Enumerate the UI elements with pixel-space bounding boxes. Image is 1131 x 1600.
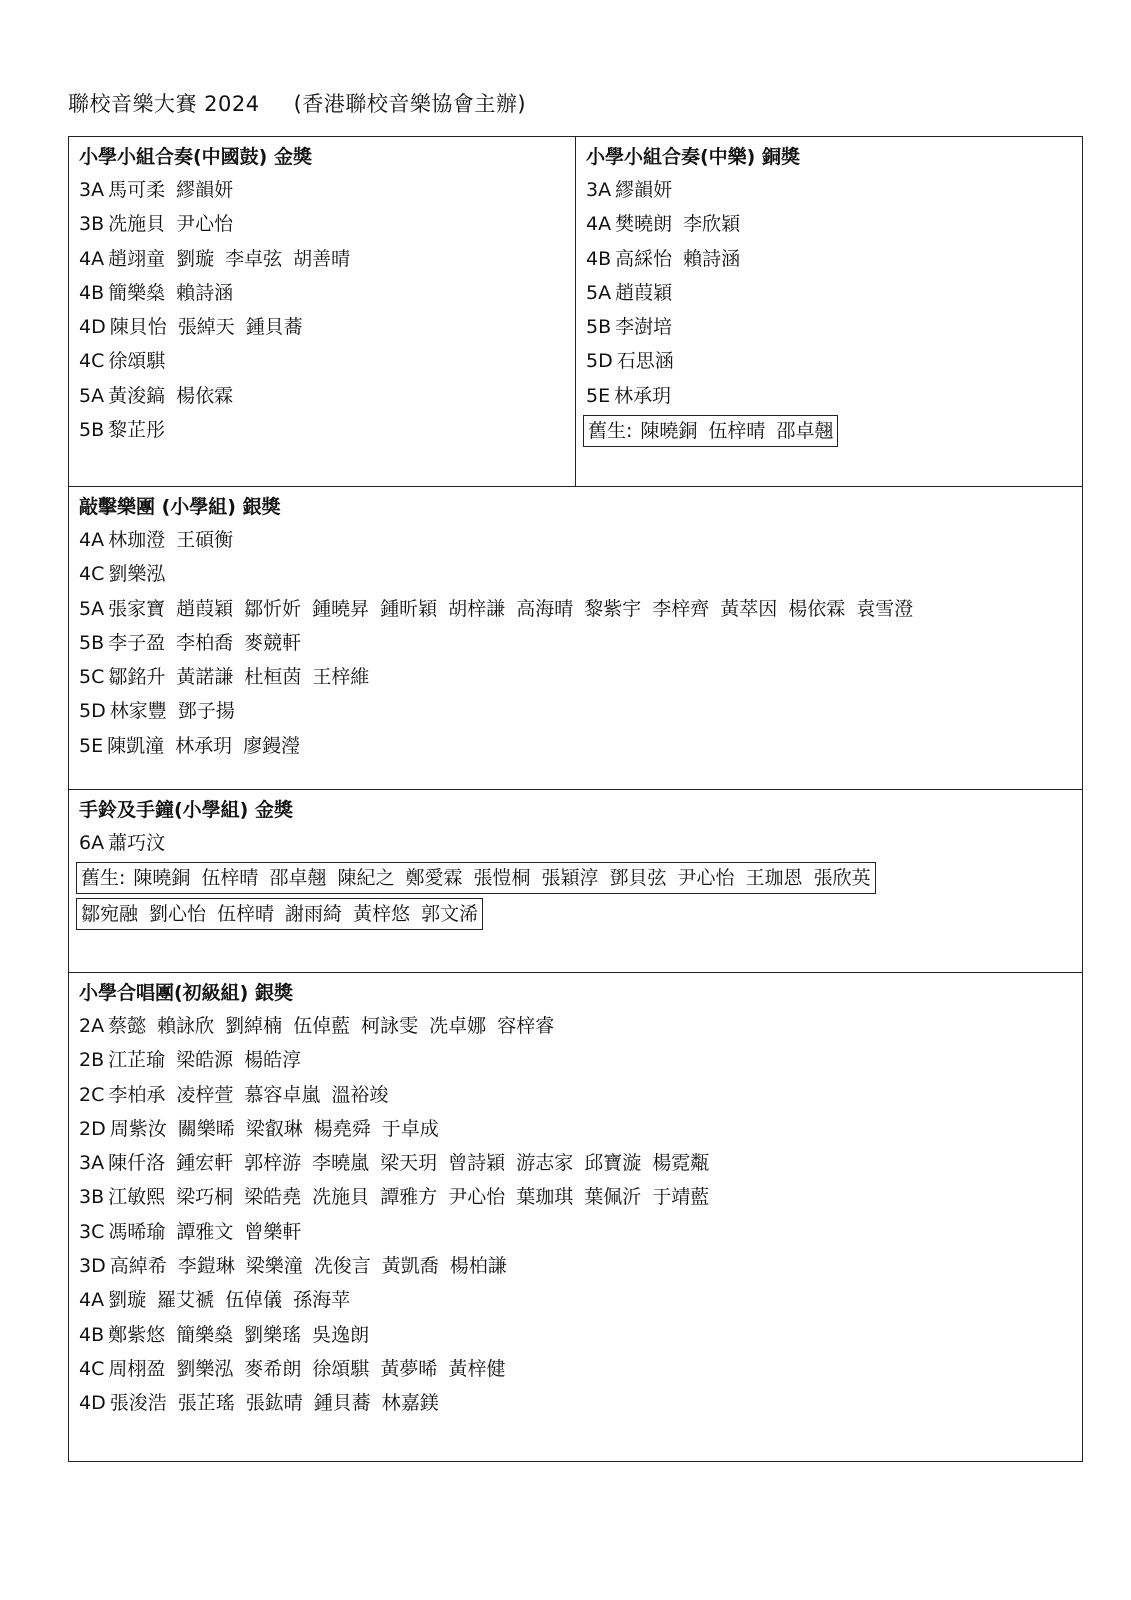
alumni-name: 鄧貝弦 — [609, 867, 667, 890]
student-name: 吳逸朗 — [312, 1323, 370, 1346]
student-name: 李柏喬 — [176, 631, 234, 654]
student-name: 邱寶漩 — [584, 1152, 642, 1175]
class-row — [79, 592, 1072, 626]
student-name: 鍾曉昇 — [312, 597, 370, 620]
class-row — [586, 207, 1072, 241]
student-name: 關樂晞 — [177, 1117, 235, 1140]
student-name: 王碩衡 — [176, 529, 234, 551]
alumni-name: 伍梓晴 — [201, 867, 259, 890]
student-name: 江敏熙 — [108, 1186, 166, 1209]
alumni-name: 陳紀之 — [337, 867, 395, 890]
student-name: 劉樂泓 — [108, 563, 166, 586]
student-name: 伍倬藍 — [293, 1015, 351, 1037]
document-title — [68, 88, 526, 118]
student-name: 鄒銘升 — [108, 666, 166, 689]
award-title: 敲擊樂團 (小學組) 銀獎 — [79, 496, 281, 518]
class-code: 2B — [79, 1049, 105, 1072]
class-row — [79, 557, 1072, 591]
class-code: 5A — [79, 384, 105, 407]
class-code: 6A — [79, 832, 105, 854]
student-name: 梁叡琳 — [245, 1117, 303, 1140]
student-name: 胡梓謙 — [448, 597, 506, 620]
student-name: 譚雅方 — [380, 1186, 438, 1209]
class-row — [79, 1112, 1072, 1146]
student-name: 徐頌騏 — [108, 350, 166, 373]
alumni-name: 邵卓翹 — [269, 867, 327, 890]
student-name: 楊堯舜 — [313, 1117, 371, 1140]
award-title: 小學小組合奏(中國鼓) 金獎 — [79, 146, 312, 168]
student-name: 李澍培 — [615, 316, 673, 339]
class-row — [79, 729, 1072, 763]
student-name: 高海晴 — [516, 597, 574, 620]
student-name: 冼施貝 — [312, 1186, 370, 1209]
student-name: 楊皓淳 — [244, 1049, 302, 1072]
section-cell — [69, 973, 1083, 1462]
class-row — [79, 310, 565, 344]
student-name: 伍倬儀 — [225, 1289, 283, 1312]
class-code: 3A — [586, 179, 612, 201]
alumni-name: 郭文浠 — [421, 903, 479, 926]
student-name: 鄒忻妡 — [244, 597, 302, 620]
student-name: 陳仟洛 — [108, 1152, 166, 1175]
class-code: 3B — [79, 213, 105, 236]
student-name: 張家寶 — [108, 597, 166, 620]
student-name: 賴詩涵 — [683, 247, 741, 270]
student-name: 蔡懿 — [108, 1015, 147, 1037]
student-name: 冼俊言 — [313, 1255, 371, 1278]
class-row — [79, 1318, 1072, 1352]
alumni-name: 鄭愛霖 — [405, 867, 463, 890]
student-name: 于靖藍 — [652, 1186, 710, 1209]
class-code: 2D — [79, 1117, 106, 1140]
student-name: 黎紫宇 — [584, 597, 642, 620]
student-name: 王梓維 — [312, 666, 370, 689]
student-name: 曾樂軒 — [244, 1220, 302, 1243]
award-title: 小學合唱團(初級組) 銀獎 — [79, 982, 293, 1004]
class-row — [79, 523, 1072, 557]
awards-table — [68, 136, 1083, 1462]
student-name: 簡樂燊 — [176, 1323, 234, 1346]
class-row — [79, 173, 565, 207]
alumni-name: 張欣英 — [813, 867, 871, 890]
alumni-name: 王珈恩 — [745, 867, 803, 890]
class-code: 3A — [79, 1152, 105, 1175]
student-name: 冼卓娜 — [429, 1015, 487, 1037]
class-row — [79, 242, 565, 276]
alumni-label: 舊生: — [81, 867, 126, 890]
student-name: 梁樂潼 — [245, 1255, 303, 1278]
student-name: 劉樂泓 — [176, 1357, 234, 1380]
class-code: 4A — [79, 1289, 105, 1312]
class-row — [79, 1180, 1072, 1214]
student-name: 陳凱潼 — [107, 734, 165, 757]
student-name: 梁皓堯 — [244, 1186, 302, 1209]
class-row — [79, 1146, 1072, 1180]
class-code: 4B — [79, 1323, 105, 1346]
class-row — [79, 344, 565, 378]
class-row — [79, 1249, 1072, 1283]
class-code: 4B — [79, 281, 105, 304]
student-name: 林家豐 — [109, 700, 167, 723]
class-code: 4C — [79, 350, 105, 373]
student-name: 林承玥 — [614, 384, 672, 407]
student-name: 羅艾禠 — [157, 1289, 215, 1312]
student-name: 周紫汝 — [109, 1117, 167, 1140]
student-name: 樊曉朗 — [615, 213, 673, 236]
student-name: 周栩盈 — [108, 1357, 166, 1380]
class-row — [79, 626, 1072, 660]
alumni-name: 伍梓晴 — [708, 420, 766, 443]
student-name: 高綽希 — [109, 1255, 167, 1278]
alumni-name: 鄒宛融 — [81, 903, 139, 926]
class-code: 3C — [79, 1220, 105, 1243]
student-name: 容梓睿 — [497, 1015, 555, 1037]
student-name: 林承玥 — [175, 734, 233, 757]
class-code: 4C — [79, 563, 105, 586]
class-row — [586, 276, 1072, 310]
student-name: 劉綽楠 — [225, 1015, 283, 1037]
student-name: 陳貝怡 — [109, 316, 167, 339]
student-name: 麥希朗 — [244, 1357, 302, 1380]
class-row — [79, 379, 565, 413]
alumni-row — [586, 413, 1072, 449]
student-name: 李卓弦 — [225, 247, 283, 270]
student-name: 慕容卓嵐 — [244, 1083, 321, 1106]
student-name: 楊依霖 — [788, 597, 846, 620]
class-row — [79, 1078, 1072, 1112]
class-row — [586, 344, 1072, 378]
class-code: 5C — [79, 666, 105, 689]
student-name: 曾詩穎 — [448, 1152, 506, 1175]
student-name: 賴詠欣 — [157, 1015, 215, 1037]
alumni-box — [76, 898, 483, 930]
student-name: 黃萃因 — [720, 597, 778, 620]
class-code: 4A — [586, 213, 612, 236]
student-name: 徐頌騏 — [312, 1357, 370, 1380]
student-name: 李曉嵐 — [312, 1152, 370, 1175]
student-name: 梁天玥 — [380, 1152, 438, 1175]
alumni-name: 張愷桐 — [473, 867, 531, 890]
alumni-name: 邵卓翹 — [776, 420, 834, 443]
student-name: 高綵怡 — [615, 247, 673, 270]
class-row — [79, 694, 1072, 728]
class-code: 5A — [79, 597, 105, 620]
student-name: 江芷瑜 — [108, 1049, 166, 1072]
class-code: 4D — [79, 1392, 106, 1415]
class-code: 5E — [79, 734, 104, 757]
student-name: 黃諾謙 — [176, 666, 234, 689]
student-name: 劉璇 — [176, 247, 215, 270]
student-name: 李柏承 — [108, 1083, 166, 1106]
class-code: 5B — [586, 316, 612, 339]
class-row — [586, 173, 1072, 207]
student-name: 張芷瑤 — [177, 1392, 235, 1415]
class-row — [79, 1283, 1072, 1317]
alumni-name: 劉心怡 — [149, 903, 207, 926]
student-name: 馬可柔 — [108, 179, 166, 201]
student-name: 尹心怡 — [448, 1186, 506, 1209]
class-row — [79, 1386, 1072, 1420]
student-name: 賴詩涵 — [176, 281, 234, 304]
class-code: 3A — [79, 179, 105, 201]
class-row — [79, 826, 1072, 860]
class-row — [79, 1009, 1072, 1043]
student-name: 楊依霖 — [176, 384, 234, 407]
class-row — [586, 242, 1072, 276]
class-row — [79, 660, 1072, 694]
class-code: 5E — [586, 384, 611, 407]
student-name: 鄭紫悠 — [108, 1323, 166, 1346]
student-name: 杜桓茵 — [244, 666, 302, 689]
class-code: 3D — [79, 1255, 106, 1278]
student-name: 溫裕竣 — [331, 1083, 389, 1106]
section-cell — [576, 137, 1083, 487]
section-cell — [69, 790, 1083, 973]
student-name: 石思涵 — [616, 350, 674, 373]
class-code: 2A — [79, 1015, 105, 1037]
section-cell — [69, 487, 1083, 790]
student-name: 游志家 — [516, 1152, 574, 1175]
student-name: 袁雪澄 — [856, 597, 914, 620]
student-name: 梁皓源 — [176, 1049, 234, 1072]
alumni-name: 黃梓悠 — [353, 903, 411, 926]
student-name: 廖鏝瀅 — [243, 734, 301, 757]
section-cell — [69, 137, 576, 487]
student-name: 黃夢晞 — [380, 1357, 438, 1380]
student-name: 葉珈琪 — [516, 1186, 574, 1209]
student-name: 李欣穎 — [683, 213, 741, 236]
organizer-note: (香港聯校音樂協會主辦) — [293, 92, 527, 116]
student-name: 于卓成 — [381, 1117, 439, 1140]
student-name: 李鎧琳 — [177, 1255, 235, 1278]
class-code: 4B — [586, 247, 612, 270]
student-name: 張浚浩 — [109, 1392, 167, 1415]
student-name: 胡善晴 — [293, 247, 351, 270]
student-name: 劉璇 — [108, 1289, 147, 1312]
student-name: 郭梓游 — [244, 1152, 302, 1175]
student-name: 簡樂燊 — [108, 281, 166, 304]
student-name: 馮晞瑜 — [108, 1220, 166, 1243]
class-row — [79, 413, 565, 447]
student-name: 林嘉鎂 — [381, 1392, 439, 1415]
student-name: 黎芷彤 — [108, 419, 166, 442]
student-name: 趙翊童 — [108, 247, 166, 270]
student-name: 鄧子揚 — [177, 700, 235, 723]
class-row — [79, 1043, 1072, 1077]
class-row — [586, 310, 1072, 344]
student-name: 鍾宏軒 — [176, 1152, 234, 1175]
student-name: 李子盈 — [108, 631, 166, 654]
student-name: 黃凱喬 — [381, 1255, 439, 1278]
class-code: 5A — [586, 281, 612, 304]
class-row — [79, 207, 565, 241]
student-name: 鍾貝蕎 — [245, 316, 303, 339]
student-name: 繆韻妍 — [615, 179, 673, 201]
student-name: 趙葭穎 — [615, 281, 673, 304]
student-name: 梁巧桐 — [176, 1186, 234, 1209]
student-name: 繆韻妍 — [176, 179, 234, 201]
student-name: 黃梓健 — [448, 1357, 506, 1380]
award-title: 小學小組合奏(中樂) 銅獎 — [586, 146, 800, 168]
class-code: 5D — [79, 700, 106, 723]
student-name: 葉佩沂 — [584, 1186, 642, 1209]
student-name: 楊霓甐 — [652, 1152, 710, 1175]
class-row — [79, 1352, 1072, 1386]
student-name: 蕭巧汶 — [108, 832, 166, 854]
class-code: 5B — [79, 419, 105, 442]
student-name: 林珈澄 — [108, 529, 166, 551]
class-row — [586, 379, 1072, 413]
alumni-name: 尹心怡 — [677, 867, 735, 890]
class-code: 3B — [79, 1186, 105, 1209]
alumni-name: 張穎淳 — [541, 867, 599, 890]
alumni-name: 伍梓晴 — [217, 903, 275, 926]
alumni-box — [76, 862, 876, 894]
student-name: 趙葭穎 — [176, 597, 234, 620]
alumni-name: 謝雨綺 — [285, 903, 343, 926]
alumni-name: 陳曉銅 — [640, 420, 698, 443]
class-row — [79, 276, 565, 310]
class-code: 4C — [79, 1357, 105, 1380]
student-name: 譚雅文 — [176, 1220, 234, 1243]
class-code: 5D — [586, 350, 613, 373]
student-name: 冼施貝 — [108, 213, 166, 236]
student-name: 張綽天 — [177, 316, 235, 339]
student-name: 李梓齊 — [652, 597, 710, 620]
class-code: 4D — [79, 316, 106, 339]
student-name: 孫海苹 — [293, 1289, 351, 1312]
class-row — [79, 1215, 1072, 1249]
student-name: 凌梓萱 — [176, 1083, 234, 1106]
class-code: 5B — [79, 631, 105, 654]
competition-title: 聯校音樂大賽 2024 — [68, 92, 260, 116]
class-code: 4A — [79, 529, 105, 551]
student-name: 鍾昕穎 — [380, 597, 438, 620]
class-code: 4A — [79, 247, 105, 270]
alumni-row — [79, 860, 1072, 896]
alumni-label: 舊生: — [588, 420, 633, 443]
alumni-name: 陳曉銅 — [133, 867, 191, 890]
student-name: 黃浚鎬 — [108, 384, 166, 407]
student-name: 劉樂瑤 — [244, 1323, 302, 1346]
student-name: 鍾貝蕎 — [313, 1392, 371, 1415]
student-name: 楊柏謙 — [449, 1255, 507, 1278]
alumni-box — [583, 415, 838, 447]
student-name: 柯詠雯 — [361, 1015, 419, 1037]
student-name: 麥競軒 — [244, 631, 302, 654]
class-code: 2C — [79, 1083, 105, 1106]
student-name: 尹心怡 — [176, 213, 234, 236]
alumni-row — [79, 896, 1072, 932]
award-title: 手鈴及手鐘(小學組) 金獎 — [79, 799, 293, 821]
student-name: 張鈜晴 — [245, 1392, 303, 1415]
